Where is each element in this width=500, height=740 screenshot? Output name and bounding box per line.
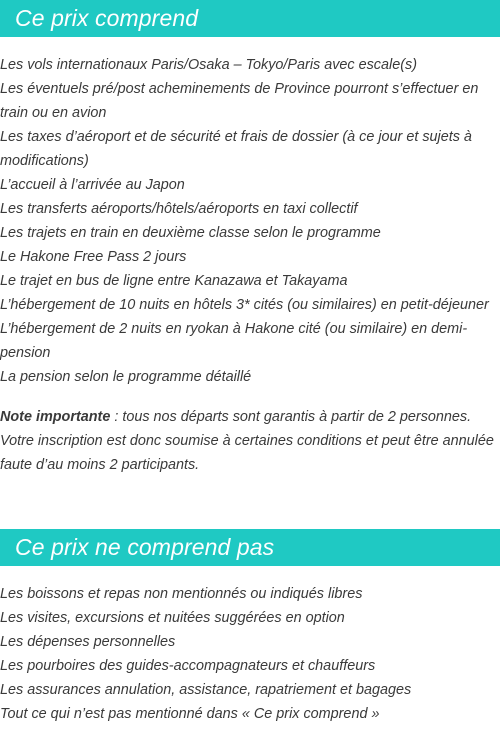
list-item: Les taxes d’aéroport et de sécurité et frais de dossier (à ce jour et sujets à modifications) [0, 129, 472, 169]
important-note [0, 405, 500, 477]
excluded-list [0, 582, 500, 726]
important-note-label: Note importante [0, 409, 111, 425]
list-item: Le Hakone Free Pass 2 jours [0, 249, 187, 265]
list-item: Les boissons et repas non mentionnés ou indiqués libres [0, 586, 363, 602]
included-list [0, 53, 500, 389]
list-item: L’hébergement de 2 nuits en ryokan à Hakone cité (ou similaire) en demi-pension [0, 321, 468, 361]
list-item: La pension selon le programme détaillé [0, 369, 252, 385]
list-item: Les trajets en train en deuxième classe selon le programme [0, 225, 381, 241]
list-item: Les vols internationaux Paris/Osaka – Tokyo/Paris avec escale(s) [0, 57, 417, 73]
important-note-text: : tous nos départs sont garantis à partir de 2 personnes. Votre inscription est donc soumise à certaines conditions et peut être annulée faute d’au moins 2 participants. [0, 409, 494, 473]
list-item: L’hébergement de 10 nuits en hôtels 3* cités (ou similaires) en petit-déjeuner [0, 297, 489, 313]
list-item: Les visites, excursions et nuitées suggérées en option [0, 610, 345, 626]
list-item: Les transferts aéroports/hôtels/aéroports en taxi collectif [0, 201, 358, 217]
list-item: Tout ce qui n’est pas mentionné dans « Ce prix comprend » [0, 706, 380, 722]
section-header-excluded: Ce prix ne comprend pas [0, 529, 500, 566]
list-item: Le trajet en bus de ligne entre Kanazawa et Takayama [0, 273, 348, 289]
list-item: Les dépenses personnelles [0, 634, 176, 650]
section-header-included: Ce prix comprend [0, 0, 500, 37]
list-item: Les assurances annulation, assistance, rapatriement et bagages [0, 682, 412, 698]
list-item: Les éventuels pré/post acheminements de Province pourront s’effectuer en train ou en avion [0, 81, 479, 121]
list-item: L’accueil à l’arrivée au Japon [0, 177, 185, 193]
list-item: Les pourboires des guides-accompagnateurs et chauffeurs [0, 658, 376, 674]
